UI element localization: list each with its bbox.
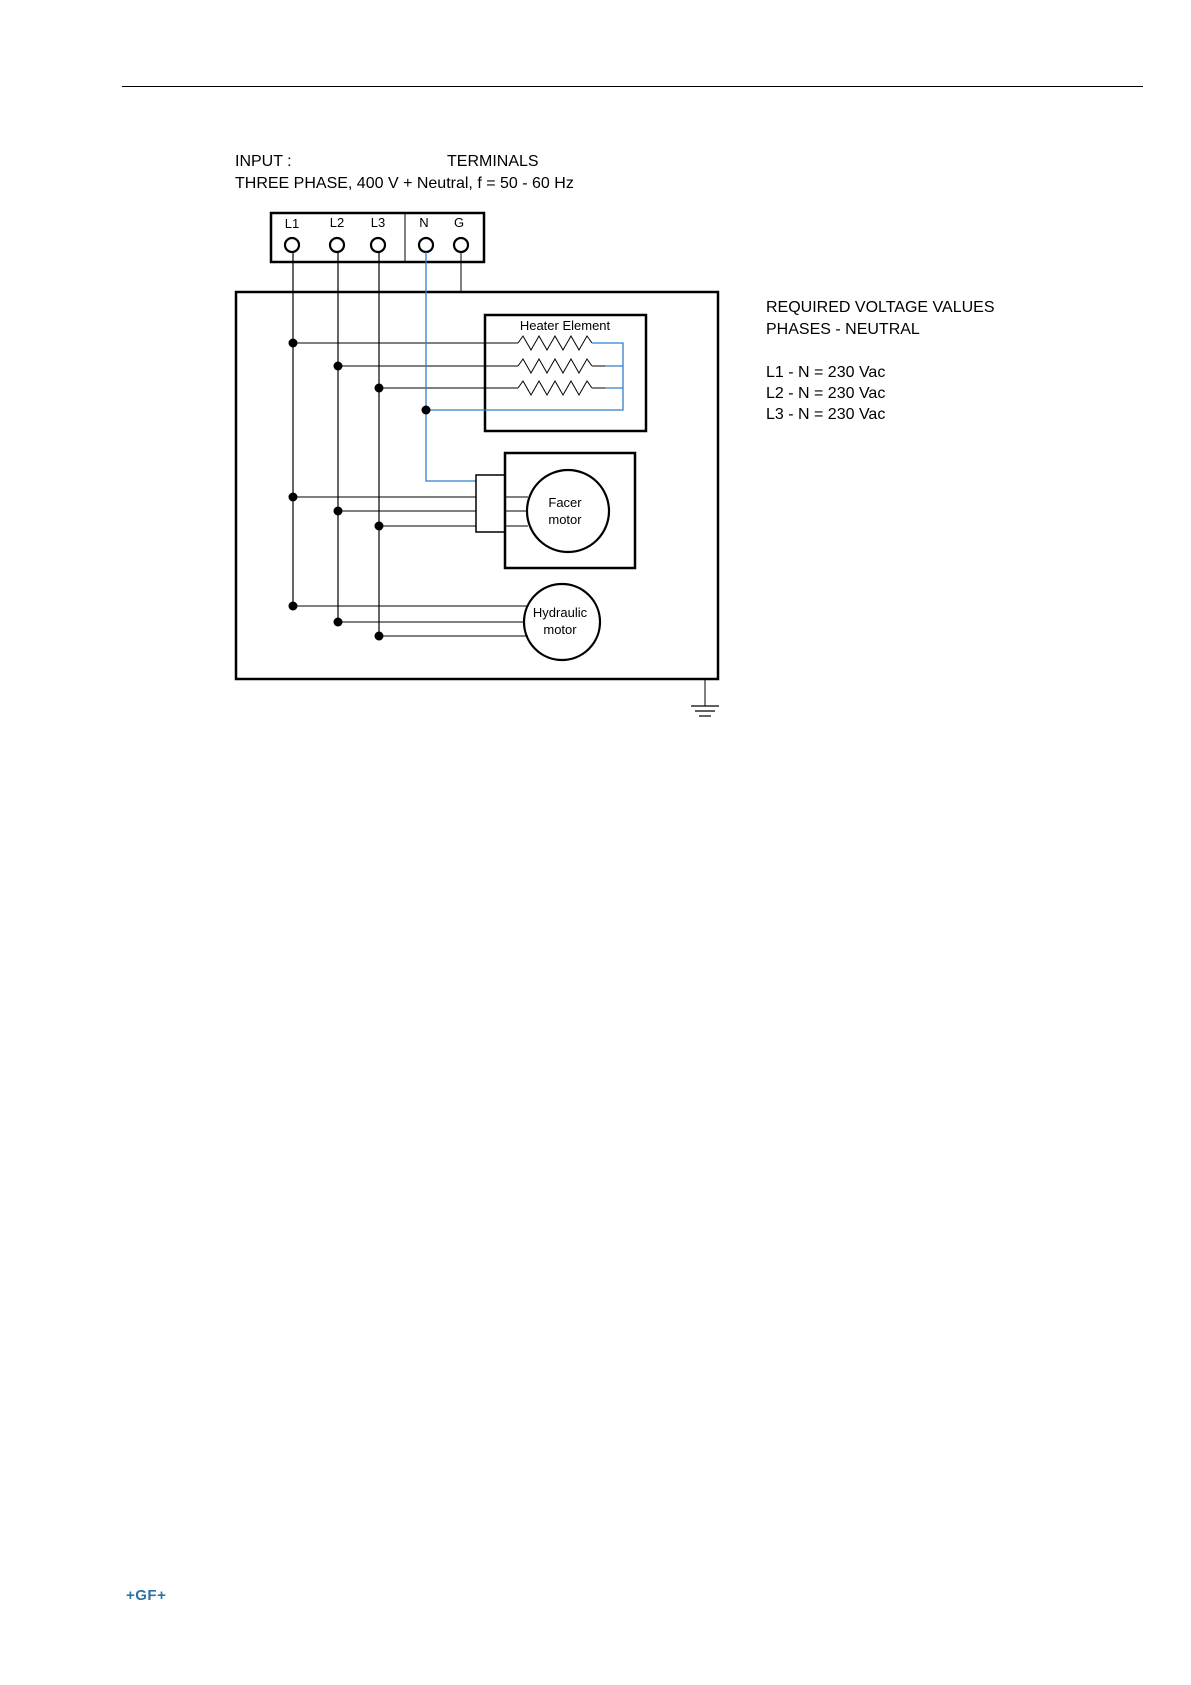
hydraulic-motor-label-2: motor: [543, 622, 577, 637]
heater-resistor-1: [518, 336, 592, 350]
facer-motor-icon: [527, 470, 609, 552]
requirements-subtitle: PHASES - NEUTRAL: [766, 321, 920, 338]
junction-dot: [334, 507, 343, 516]
junction-dot: [375, 522, 384, 531]
terminal-label-l3: L3: [370, 215, 386, 230]
requirement-l3: L3 - N = 230 Vac: [766, 406, 886, 423]
requirements-title: REQUIRED VOLTAGE VALUES: [766, 299, 995, 316]
heater-resistor-3: [518, 381, 592, 395]
heater-element-label: Heater Element: [519, 318, 611, 333]
input-label: INPUT :: [235, 153, 292, 170]
junction-dot: [289, 339, 298, 348]
terminal-l3: [371, 238, 385, 252]
terminal-g: [454, 238, 468, 252]
terminal-label-l1: L1: [284, 216, 300, 231]
neutral-star-wire: [426, 343, 623, 410]
junction-dot: [422, 406, 431, 415]
terminal-label-n: N: [419, 215, 429, 230]
junction-dot: [375, 632, 384, 641]
terminal-n: [419, 238, 433, 252]
junction-dot: [289, 493, 298, 502]
facer-motor-junction: [476, 475, 505, 532]
junction-dot: [375, 384, 384, 393]
terminal-l2: [330, 238, 344, 252]
terminals-label: TERMINALS: [447, 153, 539, 170]
hydraulic-motor-label-1: Hydraulic: [532, 605, 588, 620]
gf-logo: +GF+: [126, 1587, 167, 1604]
requirement-l1: L1 - N = 230 Vac: [766, 364, 886, 381]
junction-dot: [334, 362, 343, 371]
junction-dot: [289, 602, 298, 611]
terminal-label-g: G: [453, 215, 465, 230]
terminal-l1: [285, 238, 299, 252]
supply-spec: THREE PHASE, 400 V + Neutral, f = 50 - 60 Hz: [235, 175, 574, 192]
facer-motor-label-1: Facer: [548, 495, 582, 510]
requirement-l2: L2 - N = 230 Vac: [766, 385, 886, 402]
junction-dot: [334, 618, 343, 627]
facer-motor-label-2: motor: [548, 512, 582, 527]
terminal-label-l2: L2: [329, 215, 345, 230]
heater-resistor-2: [518, 359, 592, 373]
